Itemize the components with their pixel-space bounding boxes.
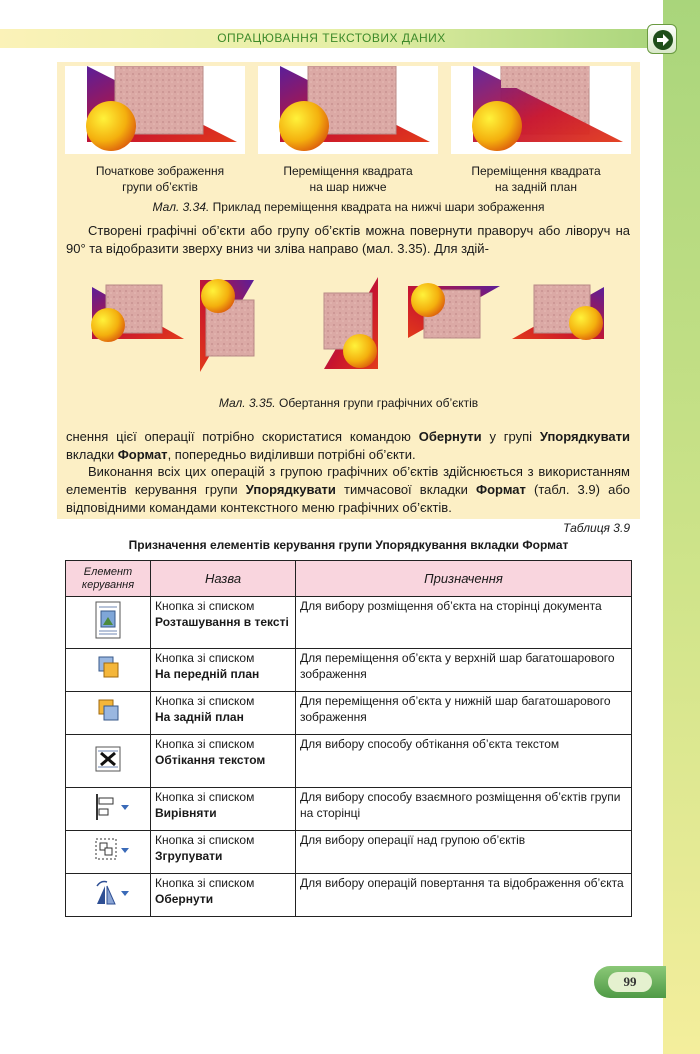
row-name: Вирівняти [155, 806, 217, 820]
group-icon [91, 835, 125, 865]
fig-334-caption-3: Переміщення квадрата на задній план [471, 164, 601, 194]
fig-334-initial [65, 66, 245, 154]
fig-334-back [451, 66, 631, 154]
row-purpose: Для вибору операції над групою об’єктів [296, 831, 632, 874]
arrow-right-icon [652, 29, 674, 51]
table-row [66, 788, 632, 831]
fig-335-flipped-vertical [406, 282, 504, 342]
row-kind: Кнопка зі списком [155, 876, 255, 890]
send-backward-icon [91, 696, 125, 726]
fig-335-original [88, 283, 186, 343]
table-row [66, 735, 632, 788]
row-kind: Кнопка зі списком [155, 737, 255, 751]
header-name: Назва [151, 561, 296, 597]
row-purpose: Для вибору операцій повертання та відображення об’єкта [296, 874, 632, 917]
paragraph-2: снення цієї операції потрібно скористатися командою Обернути у групі Упорядкувати вкладки Формат, попередньо виділивши потрібні об’єкти. [66, 429, 630, 462]
next-page-button[interactable] [647, 24, 677, 54]
fig-334-caption-2: Переміщення квадрата на шар нижче [283, 164, 413, 194]
row-purpose: Для вибору способу обтікання об’єкта текстом [296, 735, 632, 788]
paragraph-3: Виконання всіх цих операцій з групою графічних об’єктів здійснюється з використанням елементів керування групи Упорядкувати тимчасової вкладки Формат (табл. 3.9) або відповідними командами контекстного меню графічних об’єктів. [66, 464, 630, 515]
text-wrapping-icon [91, 744, 125, 774]
fig-334-title: Мал. 3.34. Приклад переміщення квадрата на нижчі шари зображення [152, 200, 545, 214]
paragraph-1: Створені графічні об’єкти або групу об’єктів можна повернути праворуч або ліворуч на 90° та відобразити зверху вниз чи зліва направо (мал. 3.35). Для здій- [66, 223, 630, 256]
fig-334-one-layer-down [258, 66, 438, 154]
row-purpose: Для переміщення об’єкта у нижній шар багатошарового зображення [296, 692, 632, 735]
header-purpose: Призначення [296, 561, 632, 597]
fig-335-rotated-left [320, 275, 380, 373]
table-title: Призначення елементів керування групи Упорядкування вкладки Формат [128, 538, 569, 552]
row-kind: Кнопка зі списком [155, 599, 255, 613]
rotate-icon [91, 878, 125, 908]
table-number: Таблиця 3.9 [563, 521, 630, 535]
fig-335-rotated-right [198, 276, 258, 374]
row-name: На задній план [155, 710, 244, 724]
row-purpose: Для переміщення об’єкта у верхній шар багатошарового зображення [296, 649, 632, 692]
page-number: 99 [608, 972, 652, 992]
row-name: Обтікання текстом [155, 753, 266, 767]
row-name: Згрупувати [155, 849, 223, 863]
row-kind: Кнопка зі списком [155, 694, 255, 708]
table-row [66, 692, 632, 735]
row-name: Обернути [155, 892, 214, 906]
fig-335-title: Мал. 3.35. Обертання групи графічних об’єктів [218, 396, 479, 410]
row-name: На передній план [155, 667, 260, 681]
row-kind: Кнопка зі списком [155, 790, 255, 804]
table-row [66, 831, 632, 874]
fig-335-flipped-horizontal [510, 283, 608, 343]
header-element: Елемент керування [66, 561, 151, 597]
row-kind: Кнопка зі списком [155, 651, 255, 665]
table-row [66, 874, 632, 917]
controls-table [65, 560, 632, 917]
row-name: Розташування в тексті [155, 615, 289, 629]
row-purpose: Для вибору розміщення об’єкта на сторінці документа [296, 597, 632, 649]
section-title: ОПРАЦЮВАННЯ ТЕКСТОВИХ ДАНИХ [217, 31, 446, 45]
align-icon [91, 792, 125, 822]
bring-forward-icon [91, 653, 125, 683]
position-in-text-icon [91, 601, 125, 631]
row-kind: Кнопка зі списком [155, 833, 255, 847]
table-row [66, 649, 632, 692]
table-row [66, 597, 632, 649]
row-purpose: Для вибору способу взаємного розміщення об’єктів групи на сторінці [296, 788, 632, 831]
side-color-bar [663, 0, 700, 1054]
fig-334-caption-1: Початкове зображення групи об’єктів [95, 164, 225, 194]
